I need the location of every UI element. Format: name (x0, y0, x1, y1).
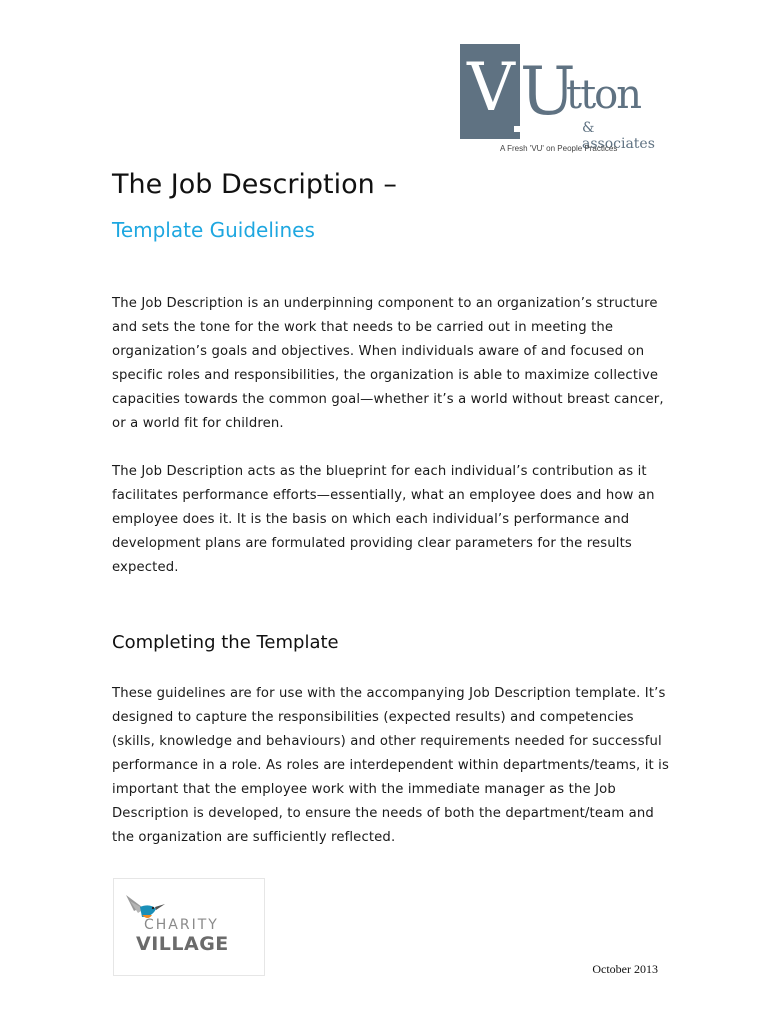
blueprint-paragraph: The Job Description acts as the blueprint for each individual’s contribution as it facilitates performance efforts—essentially, what an employee does and how an employee does it. It is the basis on which each individual’s performance and development plans are formulated providing clear parameters for the results expected. (112, 464, 655, 575)
logo-letter-v: V (467, 49, 513, 126)
logo-tagline: A Fresh 'VU' on People Practices (500, 144, 618, 153)
section-heading: Completing the Template (112, 632, 339, 653)
guidelines-paragraph: These guidelines are for use with the accompanying Job Description template. It’s designed to capture the responsibilities (expected results) and competencies (skills, knowledge and behaviours) and other requirements needed for successful performance in a role. As roles are interdependent within departments/teams, it is important that the employee work with the immediate manager as the Job Description is developed, to ensure the needs of both the department/team and the organization are sufficiently reflected. (112, 686, 670, 845)
page-title: The Job Description – (112, 169, 397, 200)
vutton-associates-logo (460, 44, 660, 159)
charity-village-line-1: CHARITY (144, 917, 219, 933)
logo-letters-tton: tton (566, 72, 640, 118)
logo-associates: & associates (582, 120, 655, 152)
charity-village-line-2: VILLAGE (136, 933, 229, 955)
intro-paragraph: The Job Description is an underpinning component to an organization’s structure and sets the tone for the work that needs to be carried out in meeting the organization’s goals and objectives. When individuals aware of and focused on specific roles and responsibilities, the organization is able to maximize collective capacities towards the common goal—whether it’s a world without breast cancer, or a world fit for children. (112, 296, 664, 431)
logo-letter-u: U (520, 53, 576, 130)
document-date: October 2013 (592, 962, 658, 976)
charity-village-logo (113, 878, 265, 976)
page-subtitle: Template Guidelines (112, 218, 315, 242)
